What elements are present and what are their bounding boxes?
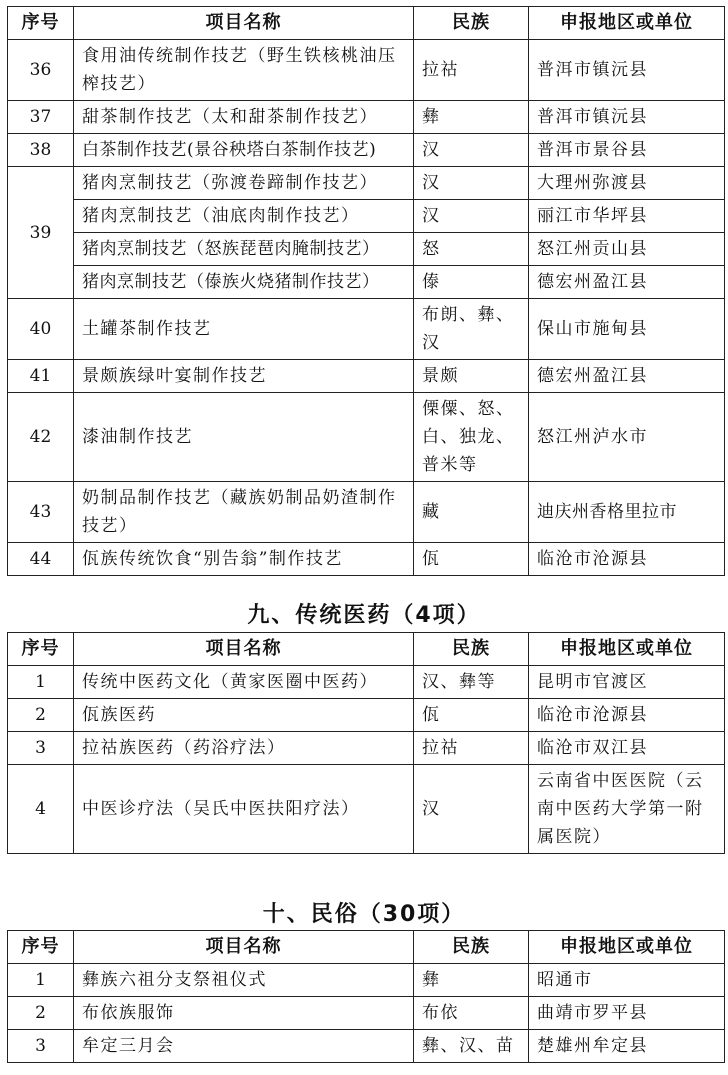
- header-no: 序号: [8, 7, 74, 40]
- row-ethnicity: 汉: [414, 167, 529, 200]
- table-row: [8, 666, 725, 699]
- row-no: 44: [8, 543, 74, 576]
- row-name: 佤族医药: [74, 699, 414, 732]
- row-name: 奶制品制作技艺（藏族奶制品奶渣制作技艺）: [74, 482, 414, 543]
- section-title-folklore: 十、民俗（30项）: [262, 902, 466, 927]
- row-ethnicity: 景颇: [414, 360, 529, 393]
- row-region: 德宏州盈江县: [529, 360, 725, 393]
- row-name: 拉祜族医药（药浴疗法）: [74, 732, 414, 765]
- row-name: 白茶制作技艺(景谷秧塔白茶制作技艺): [74, 134, 414, 167]
- row-ethnicity: 汉: [414, 200, 529, 233]
- row-name: 彝族六祖分支祭祖仪式: [74, 964, 414, 997]
- row-ethnicity: 彝: [414, 101, 529, 134]
- row-ethnicity: 怒: [414, 233, 529, 266]
- header-name: 项目名称: [74, 931, 414, 964]
- table-row: [8, 732, 725, 765]
- table-row: [8, 699, 725, 732]
- row-region: 楚雄州牟定县: [529, 1030, 725, 1063]
- row-ethnicity: 彝、汉、苗: [414, 1030, 529, 1063]
- craft-table: [7, 6, 725, 576]
- table-row: [8, 360, 725, 393]
- row-ethnicity: 佤: [414, 543, 529, 576]
- row-name: 猪肉烹制技艺（怒族琵琶肉腌制技艺）: [74, 233, 414, 266]
- row-no: 1: [8, 666, 74, 699]
- row-region: 临沧市沧源县: [529, 699, 725, 732]
- row-ethnicity: 汉: [414, 765, 529, 854]
- row-region: 大理州弥渡县: [529, 167, 725, 200]
- header-name: 项目名称: [74, 633, 414, 666]
- row-ethnicity: 布依: [414, 997, 529, 1030]
- header-no: 序号: [8, 633, 74, 666]
- row-ethnicity: 拉祜: [414, 732, 529, 765]
- row-no: 43: [8, 482, 74, 543]
- medicine-table: [7, 632, 725, 854]
- row-name: 漆油制作技艺: [74, 393, 414, 482]
- row-region: 临沧市双江县: [529, 732, 725, 765]
- table-row: [8, 393, 725, 482]
- header-ethnicity: 民族: [414, 633, 529, 666]
- table-row: [8, 233, 725, 266]
- table-header-row: [8, 7, 725, 40]
- row-no: 3: [8, 1030, 74, 1063]
- table-row: [8, 134, 725, 167]
- row-region: 曲靖市罗平县: [529, 997, 725, 1030]
- row-ethnicity: 佤: [414, 699, 529, 732]
- row-ethnicity: 彝: [414, 964, 529, 997]
- row-region: 怒江州贡山县: [529, 233, 725, 266]
- row-name: 布依族服饰: [74, 997, 414, 1030]
- row-no: 4: [8, 765, 74, 854]
- header-region: 申报地区或单位: [529, 931, 725, 964]
- row-no: 2: [8, 997, 74, 1030]
- header-region: 申报地区或单位: [529, 633, 725, 666]
- header-name: 项目名称: [74, 7, 414, 40]
- row-no: 1: [8, 964, 74, 997]
- row-no: 39: [8, 167, 74, 299]
- header-region: 申报地区或单位: [529, 7, 725, 40]
- row-ethnicity: 拉祜: [414, 40, 529, 101]
- row-region: 普洱市镇沅县: [529, 101, 725, 134]
- table-row: [8, 167, 725, 200]
- row-name: 景颇族绿叶宴制作技艺: [74, 360, 414, 393]
- row-no: 36: [8, 40, 74, 101]
- row-name: 猪肉烹制技艺（傣族火烧猪制作技艺）: [74, 266, 414, 299]
- row-ethnicity: 布朗、彝、汉: [414, 299, 529, 360]
- row-region: 普洱市镇沅县: [529, 40, 725, 101]
- row-ethnicity: 傣: [414, 266, 529, 299]
- table-row: [8, 200, 725, 233]
- row-name: 甜茶制作技艺（太和甜茶制作技艺）: [74, 101, 414, 134]
- row-ethnicity: 傈僳、怒、白、独龙、普米等: [414, 393, 529, 482]
- table-row: [8, 543, 725, 576]
- row-ethnicity: 汉: [414, 134, 529, 167]
- table-header-row: [8, 633, 725, 666]
- table-row: [8, 765, 725, 854]
- row-region: 临沧市沧源县: [529, 543, 725, 576]
- row-region: 怒江州泸水市: [529, 393, 725, 482]
- row-name: 猪肉烹制技艺（弥渡卷蹄制作技艺）: [74, 167, 414, 200]
- row-name: 中医诊疗法（吴氏中医扶阳疗法）: [74, 765, 414, 854]
- row-name: 牟定三月会: [74, 1030, 414, 1063]
- row-name: 传统中医药文化（黄家医圈中医药）: [74, 666, 414, 699]
- table-row: [8, 101, 725, 134]
- row-region: 昭通市: [529, 964, 725, 997]
- header-no: 序号: [8, 931, 74, 964]
- row-no: 40: [8, 299, 74, 360]
- row-region: 德宏州盈江县: [529, 266, 725, 299]
- table-row: [8, 997, 725, 1030]
- row-name: 土罐茶制作技艺: [74, 299, 414, 360]
- row-region: 普洱市景谷县: [529, 134, 725, 167]
- table-row: [8, 266, 725, 299]
- header-ethnicity: 民族: [414, 7, 529, 40]
- table-row: [8, 482, 725, 543]
- row-name: 食用油传统制作技艺（野生铁核桃油压榨技艺）: [74, 40, 414, 101]
- row-name: 佤族传统饮食“别告翁”制作技艺: [74, 543, 414, 576]
- table-header-row: [8, 931, 725, 964]
- row-region: 保山市施甸县: [529, 299, 725, 360]
- row-ethnicity: 藏: [414, 482, 529, 543]
- row-no: 2: [8, 699, 74, 732]
- row-region: 丽江市华坪县: [529, 200, 725, 233]
- row-no: 42: [8, 393, 74, 482]
- row-region: 云南省中医医院（云南中医药大学第一附属医院）: [529, 765, 725, 854]
- section-title-medicine: 九、传统医药（4项）: [247, 603, 481, 628]
- row-ethnicity: 汉、彝等: [414, 666, 529, 699]
- row-region: 昆明市官渡区: [529, 666, 725, 699]
- table-row: [8, 964, 725, 997]
- row-no: 41: [8, 360, 74, 393]
- table-row: [8, 1030, 725, 1063]
- row-no: 3: [8, 732, 74, 765]
- row-region: 迪庆州香格里拉市: [529, 482, 725, 543]
- folklore-table: [7, 930, 725, 1063]
- row-name: 猪肉烹制技艺（油底肉制作技艺）: [74, 200, 414, 233]
- row-no: 37: [8, 101, 74, 134]
- row-no: 38: [8, 134, 74, 167]
- header-ethnicity: 民族: [414, 931, 529, 964]
- table-row: [8, 40, 725, 101]
- table-row: [8, 299, 725, 360]
